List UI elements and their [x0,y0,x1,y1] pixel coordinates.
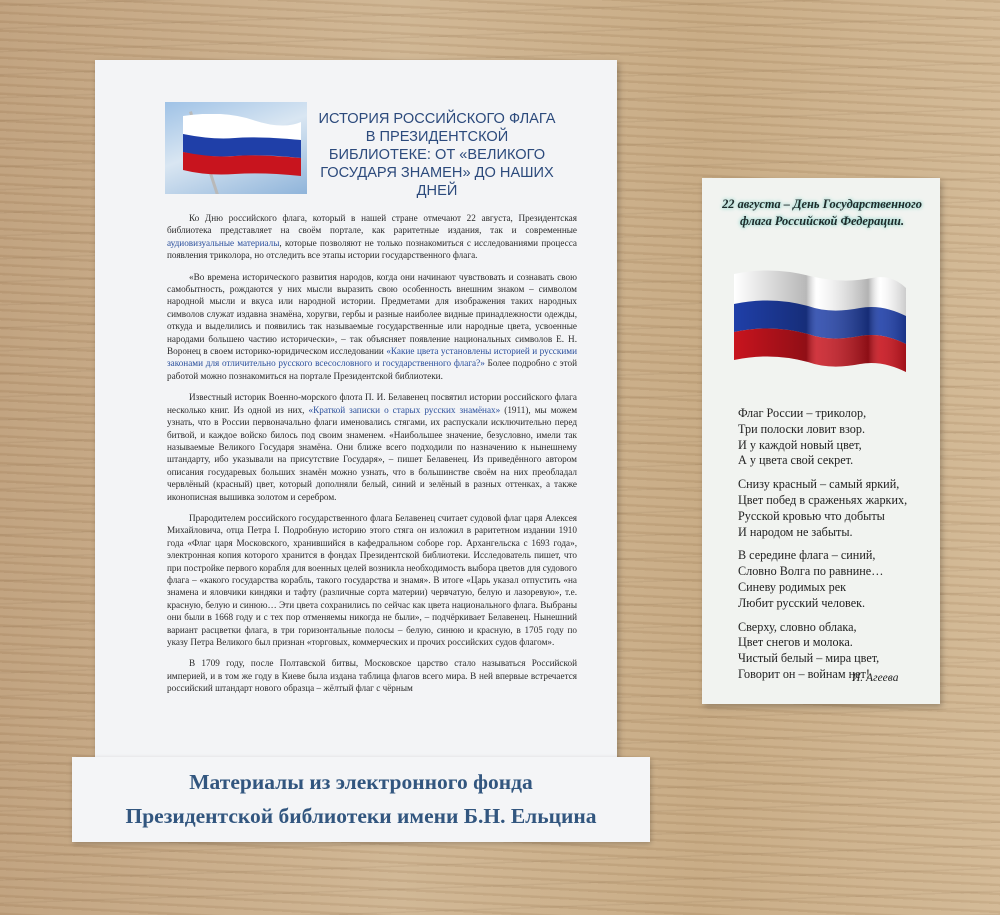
caption-line-2: Президентской библиотеки имени Б.Н. Ельцина [125,804,597,828]
article-title: ИСТОРИЯ РОССИЙСКОГО ФЛАГА В ПРЕЗИДЕНТСКОЙ БИБЛИОТЕКЕ: ОТ «ВЕЛИКОГО ГОСУДАРЯ ЗНАМЕН» ДО НАШИХ ДНЕЙ [318,111,556,199]
poem-line: Флаг России – триколор, [738,406,867,420]
paragraph-4: Прародителем российского государственного флага Белавенец считает судовой флаг царя Алексея Михайловича, отца Петра I. Подробную историю этого стяга он изложил в раритетном издании 1910 года «Флаг царя Московского, хранившийся в кафедральном соборе гор. Архангельска с 1693 года», электронная копия которого хранится в фондах Президентской библиотеки. Исследователь пишет, что при постройке первого корабля для военных целей возникла необходимость выбора цветов для судового флага – «какого государства корабль, такого государства и знамя». В итоге «Царь указал отпустить «на знамена и яловчики киндяки и тафту (различные сорта материи) червчатую, белую и лазоревую», т.е. красную, белую и синюю… Эти цвета сохранились по сейчас как цвета национального флага. Выбраны они были в 1668 году и с тех пор отменяемы никогда не были», – подчёркивает Белавенец. Нынешний вариант расцветки флага, в три горизонтальные полосы – белую, синюю и красную, в 1705 году по указу Петра Великого был признан «торговых, коммерческих и прочих российских судов флагом». [167,512,577,647]
paragraph-text: Ко Дню российского флага, который в нашей стране отмечают 22 августа, Президентская библиотека представляет на своём портале, как раритетные издания, так и современные [167,213,577,236]
poem-card [702,178,940,704]
poem-line: И народом не забыты. [738,524,853,539]
paragraph-5: В 1709 году, после Полтавской битвы, Московское царство стало называться Российской империей, и в том же году в Киеве была издана таблица флагов всего мира. В ней впервые встречается российский штандарт нового образца – жёлтый флаг с чёрным [167,658,577,694]
poem-line: Цвет снегов и молока. [738,635,853,650]
paragraph-text: «Во времена исторического развития народов, когда они начинают чувствовать и сознавать свою самобытность, рождаются у них мысли выразить свою особенность внешним знаком – символом народной мысли и вкуса или народной истории. Предметами для изображения таких народных символов служат издавна знамёна, хоругви, гербы и разные наиболее видные принадлежности одежды, откуда и выделились и появились так называемые государственные или народные цвета, усвоенные народами большею частию исторически», – так объясняет появление национальных символов Е. Н. Воронец в своем историко-юридическом исследовании [167,271,577,357]
poem-stanza-3 [738,548,928,611]
paragraph-1 [167,212,577,262]
russian-flag-icon [183,114,303,176]
poem-stanza-1 [738,406,928,469]
poem-author: И. Агеева [852,672,899,684]
poem-line: Словно Волга по равнине… [738,564,884,579]
paragraph-3 [167,391,577,503]
poem-line: Цвет побед в сраженьях жарких, [738,492,908,507]
caption-strip [72,757,650,842]
card-heading-line: флага Российской Федерации. [739,214,905,228]
paragraph-text: Более подробно с этой работой можно познакомиться на портале Президентской библиотеки. [167,358,577,381]
card-heading [712,196,932,230]
poem-stanza-2 [738,477,928,540]
poem-line: А у цвета свой секрет. [738,453,854,468]
article-sheet [95,60,617,760]
poem-line: Русской кровью что добыты [738,508,885,523]
poem-line: В середине флага – синий, [738,548,876,563]
poem-line: Сверху, словно облака, [738,619,857,634]
poem-line: Чистый белый – мира цвет, [738,651,880,666]
poem [738,406,928,691]
poem-line: Говорит он – войнам нет! [738,666,870,681]
paragraph-text: Известный историк Военно-морского флота П. И. Белавенец посвятил истории российского флага несколько книг. Из одной из них, [167,392,577,415]
link-belavenets-note[interactable]: «Краткой записки о старых русских знамёнах» [308,404,501,415]
poem-line: Три полоски ловит взор. [738,421,866,436]
paragraph-text: (1911), мы можем узнать, что в России первоначально флаги именовались стягами, их распускали исключительно перед битвой, и каждое войско билось под своим знаменем. «Наибольшее значение, безусловно, имели так называемые Великого Государя знамёна. Они ближе всего подходили по назначению к нынешнему штандарту, ибо указывали на присутствие Государя», – пишет Белавенец. Из приведённого автором описания государевых больших знамён можно узнать, что в большинстве своём на них преобладал червлёный (красный) цвет, который дополняли белый, синий и зелёный в разных оттенках, а также иконописная вышивка золотом и серебром. [167,404,578,502]
poem-line: Синеву родимых рек [738,579,847,594]
link-voronets-study[interactable]: «Какие цвета установлены историей и русскими законами для отличительно русского всесословного и государственного флага?» [167,346,577,369]
article-body [167,212,577,704]
caption-line-1: Материалы из электронного фонда [189,770,533,794]
poem-line: И у каждой новый цвет, [738,437,862,452]
poem-line: Снизу красный – самый яркий, [738,477,900,492]
paragraph-2 [167,271,577,383]
card-heading-line: 22 августа – День Государственного [722,197,922,211]
paragraph-text: , которые позволяют не только познакомиться с исследованиями процесса появления триколора, но отследить все этапы истории государственного флага. [167,237,577,261]
flag-photo [165,102,307,194]
poem-line: Любит русский человек. [738,595,866,610]
poem-stanza-4 [738,620,928,683]
waving-flag-icon [732,266,908,384]
link-audiovisual[interactable]: аудиовизуальные материалы [167,237,280,248]
